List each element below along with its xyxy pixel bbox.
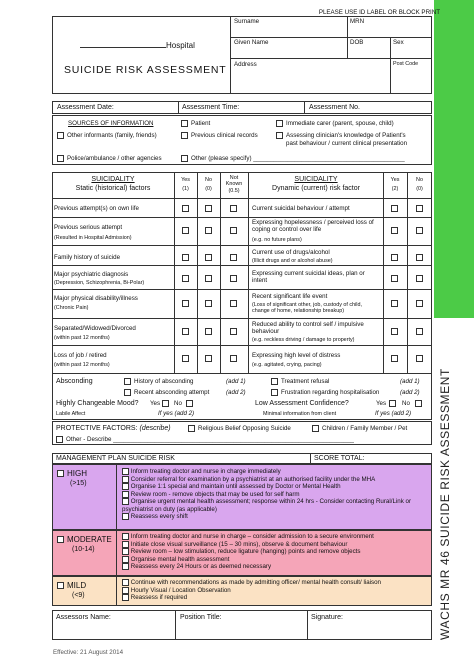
- high-risk-checkbox[interactable]: [57, 470, 64, 477]
- treatment-refusal-label: Treatment refusal: [281, 378, 330, 385]
- position-title-field[interactable]: Position Title:: [180, 614, 222, 621]
- static-6-yes-checkbox[interactable]: [182, 328, 189, 335]
- moderate-action-2: [122, 541, 430, 549]
- static-row-4: Major psychiatric diagnosis: [54, 271, 129, 278]
- protective-title: [56, 425, 171, 433]
- dynamic-row-5-sub: (Loss of significant other, job, custody of child, change of home, relationship breakup): [252, 302, 362, 315]
- static-7-no-checkbox[interactable]: [205, 355, 212, 362]
- high-action-2-checkbox[interactable]: [122, 476, 129, 483]
- confidence-no-checkbox[interactable]: [415, 400, 422, 407]
- high-action-4: [122, 491, 430, 499]
- clinician-knowledge-line2: past behaviour / current clinical presentation: [286, 140, 408, 147]
- moderate-action-3-checkbox[interactable]: [122, 548, 129, 555]
- static-yes-weight: (1): [182, 186, 189, 192]
- dynamic-2-no-checkbox[interactable]: [416, 227, 423, 234]
- static-row-2-sub: (Resulted in Hospital Admission): [54, 235, 132, 241]
- dynamic-row-3: Current use of drugs/alcohol: [252, 249, 330, 256]
- patient-label: Patient: [191, 120, 211, 127]
- not-known-header-2: Known: [225, 181, 243, 187]
- static-1-yes-checkbox[interactable]: [182, 205, 189, 212]
- mild-risk-checkbox[interactable]: [57, 582, 64, 589]
- static-row-5: Major physical disability/illness: [54, 295, 138, 302]
- dob-field-label: DOB: [350, 39, 364, 46]
- moderate-action-1: [122, 533, 430, 541]
- assessment-time-label[interactable]: Assessment Time:: [182, 104, 240, 111]
- dynamic-6-yes-checkbox[interactable]: [391, 328, 398, 335]
- recent-absconding-checkbox[interactable]: [124, 389, 131, 396]
- confidence-yes-checkbox[interactable]: [389, 400, 396, 407]
- other-informants-checkbox[interactable]: [57, 132, 64, 139]
- police-checkbox[interactable]: [57, 155, 64, 162]
- high-action-3-checkbox[interactable]: [122, 483, 129, 490]
- high-action-2-text: Consider referral for examination by a psychiatrist at an authorised facility under the MHA: [130, 475, 376, 483]
- high-action-6: [122, 513, 430, 521]
- dynamic-yes-weight: (2): [391, 186, 399, 192]
- mood-no-checkbox[interactable]: [186, 400, 193, 407]
- dynamic-row-1: Current suicidal behaviour / attempt: [252, 205, 350, 212]
- other-specify-checkbox[interactable]: [181, 155, 188, 162]
- post-code-field-label: Post Code: [393, 61, 419, 67]
- recent-absconding-label: Recent absconding attempt: [134, 389, 210, 396]
- mild-action-2: [122, 587, 430, 595]
- protective-title-text: PROTECTIVE FACTORS:: [56, 425, 138, 432]
- confidence-if-yes: If yes (add 2): [375, 410, 412, 417]
- dynamic-row-2: Expressing hopelessness / perceived loss of coping or control over life: [252, 219, 374, 234]
- moderate-action-5: [122, 563, 430, 571]
- high-action-5: [122, 498, 430, 513]
- mild-risk-label: MILD: [67, 581, 87, 590]
- static-row-4-sub: (Depression, Schizophrenia, Bi-Polar): [54, 280, 145, 286]
- high-action-4-checkbox[interactable]: [122, 491, 129, 498]
- moderate-action-5-checkbox[interactable]: [122, 563, 129, 570]
- mild-action-3-checkbox[interactable]: [122, 594, 129, 601]
- hospital-line: [80, 40, 195, 51]
- patient-checkbox[interactable]: [181, 120, 188, 127]
- moderate-action-4-checkbox[interactable]: [122, 556, 129, 563]
- treatment-refusal-add: (add 1): [400, 378, 420, 385]
- dynamic-7-no-checkbox[interactable]: [416, 355, 423, 362]
- moderate-risk-checkbox[interactable]: [57, 536, 64, 543]
- static-title: SUICIDALITY: [91, 176, 135, 183]
- high-risk-label: HIGH: [67, 469, 87, 478]
- history-absconding-checkbox[interactable]: [124, 378, 131, 385]
- recent-absconding-add: (add 2): [226, 389, 246, 396]
- dynamic-row-7-sub: (e.g. agitated, crying, pacing): [252, 362, 322, 368]
- address-field-label: Address: [234, 61, 257, 68]
- form-code-vertical: WACHS MR 46 SUICIDE RISK ASSESSMENT: [438, 368, 452, 640]
- static-7-yes-checkbox[interactable]: [182, 355, 189, 362]
- static-3-no-checkbox[interactable]: [205, 254, 212, 261]
- carer-label: Immediate carer (parent, spouse, child): [286, 120, 394, 127]
- moderate-actions: [122, 533, 430, 571]
- sources-title: SOURCES OF INFORMATION: [68, 120, 154, 127]
- signature-field[interactable]: Signature:: [311, 614, 343, 621]
- mood-label: Highly Changeable Mood?: [56, 400, 139, 407]
- sex-field-label: Sex: [393, 39, 404, 46]
- mood-no-label: No: [174, 400, 182, 407]
- high-action-6-checkbox[interactable]: [122, 513, 129, 520]
- form-title: SUICIDE RISK ASSESSMENT: [64, 64, 227, 76]
- static-no-header: No: [205, 177, 212, 183]
- static-1-nk-checkbox[interactable]: [230, 205, 237, 212]
- dynamic-2-yes-checkbox[interactable]: [391, 227, 398, 234]
- high-action-1-text: Inform treating doctor and nurse in charge immediately: [130, 468, 281, 476]
- score-total-title: SCORE TOTAL:: [314, 455, 365, 462]
- static-row-3: Family history of suicide: [54, 254, 121, 261]
- mild-action-1: [122, 579, 430, 587]
- dynamic-yes-header: Yes: [390, 177, 400, 183]
- not-known-header-1: Not: [229, 175, 239, 181]
- mild-actions: [122, 579, 430, 602]
- absconding-label: Absconding: [56, 378, 93, 385]
- header-box: [52, 16, 432, 94]
- hospital-label: Hospital: [166, 41, 195, 50]
- moderate-action-4-text: Organise mental health assessment: [130, 555, 230, 563]
- dynamic-7-yes-checkbox[interactable]: [391, 355, 398, 362]
- high-action-1: [122, 468, 430, 476]
- static-1-no-checkbox[interactable]: [205, 205, 212, 212]
- dynamic-4-yes-checkbox[interactable]: [391, 275, 398, 282]
- clinician-knowledge-line1: Assessing clinician's knowledge of Patient's: [286, 132, 406, 139]
- dynamic-row-6: Reduced ability to control self / impulsive behaviour: [252, 321, 364, 336]
- mild-risk-range: (<9): [72, 592, 85, 599]
- surname-field-label: Surname: [234, 18, 260, 25]
- effective-date: Effective: 21 August 2014: [53, 649, 124, 656]
- dynamic-title: SUICIDALITY: [294, 176, 338, 183]
- static-2-no-checkbox[interactable]: [205, 227, 212, 234]
- clinician-knowledge-checkbox[interactable]: [276, 132, 283, 139]
- high-action-1-checkbox[interactable]: [122, 468, 129, 475]
- static-no-weight: (0): [205, 186, 212, 192]
- moderate-action-3-text: Review room – low stimulation, reduce ligature (hanging) points and remove objects: [130, 548, 361, 556]
- static-4-nk-checkbox[interactable]: [230, 275, 237, 282]
- confidence-yes-label: Yes: [376, 400, 387, 407]
- static-row-2: Previous serious attempt: [54, 224, 123, 231]
- high-action-6-text: Reassess every shift: [130, 513, 188, 521]
- static-6-no-checkbox[interactable]: [205, 328, 212, 335]
- dynamic-3-yes-checkbox[interactable]: [391, 254, 398, 261]
- high-action-5-text: Organise urgent mental health assessment; response within 24 hrs - Consider contacting Rural/Link or psychiatrist on duty (as applicable): [122, 498, 412, 513]
- mild-action-1-checkbox[interactable]: [122, 579, 129, 586]
- frustration-checkbox[interactable]: [271, 389, 278, 396]
- dynamic-3-no-checkbox[interactable]: [416, 254, 423, 261]
- dynamic-6-no-checkbox[interactable]: [416, 328, 423, 335]
- dynamic-row-2-sub: (e.g. no future plans): [252, 237, 302, 243]
- moderate-action-4: [122, 556, 430, 564]
- static-row-7-sub: (within past 12 months): [54, 362, 110, 368]
- static-2-nk-checkbox[interactable]: [230, 227, 237, 234]
- carer-checkbox[interactable]: [276, 120, 283, 127]
- static-6-nk-checkbox[interactable]: [230, 328, 237, 335]
- assessment-number-label[interactable]: Assessment No.: [309, 104, 360, 111]
- mood-yes-checkbox[interactable]: [162, 400, 169, 407]
- other-protective-label[interactable]: Other - Describe ______________________________________________________________________: [66, 436, 354, 443]
- high-action-5-checkbox[interactable]: [122, 498, 129, 505]
- frustration-label: Frustration regarding hospitalisation: [281, 389, 380, 396]
- religious-checkbox[interactable]: [188, 425, 195, 432]
- high-risk-range: (>15): [70, 480, 87, 487]
- mild-action-2-checkbox[interactable]: [122, 587, 129, 594]
- mild-action-1-text: Continue with recommendations as made by admitting officer/ mental health consult/ liaison: [130, 579, 382, 587]
- static-row-6: Separated/Widowed/Divorced: [54, 325, 136, 332]
- high-action-3: [122, 483, 430, 491]
- mood-yes-label: Yes: [150, 400, 161, 407]
- static-4-no-checkbox[interactable]: [205, 275, 212, 282]
- moderate-action-2-text: Initiate close visual surveillance (15 – 30 mins), observe & document behaviour: [130, 540, 348, 548]
- mild-action-2-text: Hourly Visual / Location Observation: [130, 586, 231, 594]
- static-row-7: Loss of job / retired: [54, 352, 107, 359]
- mild-action-3: [122, 594, 430, 602]
- moderate-risk-range: (10-14): [72, 546, 95, 553]
- low-confidence-label: Low Assessment Confidence?: [255, 400, 349, 407]
- moderate-action-2-checkbox[interactable]: [122, 541, 129, 548]
- high-action-3-text: Organise 1:1 special and maintain until assessed by Doctor or Mental Health: [130, 483, 341, 491]
- high-action-2: [122, 476, 430, 484]
- dynamic-row-7: Expressing high level of distress: [252, 352, 341, 359]
- assessors-name-field[interactable]: Assessors Name:: [56, 614, 111, 621]
- static-row-6-sub: (within past 12 months): [54, 335, 110, 341]
- high-action-4-text: Review room - remove objects that may be used for self harm: [130, 490, 300, 498]
- moderate-action-3: [122, 548, 430, 556]
- dynamic-row-4: Expressing current suicidal ideas, plan or intent: [252, 270, 365, 285]
- other-informants-label: Other informants (family, friends): [67, 132, 157, 139]
- static-3-nk-checkbox[interactable]: [230, 254, 237, 261]
- confidence-no-label: No: [402, 400, 410, 407]
- minimal-info-label: Minimal information from client: [263, 411, 337, 417]
- moderate-action-1-checkbox[interactable]: [122, 533, 129, 540]
- mild-action-3-text: Reassess if required: [130, 594, 188, 602]
- static-subtitle: Static (historical) factors: [75, 185, 151, 192]
- moderate-action-5-text: Reassess every 24 Hours or as deemed necessary: [130, 563, 272, 571]
- children-label: Children / Family Member / Pet: [322, 425, 408, 432]
- static-5-yes-checkbox[interactable]: [182, 300, 189, 307]
- dynamic-no-header: No: [416, 177, 423, 183]
- id-label-note: PLEASE USE ID LABEL OR BLOCK PRINT: [318, 9, 440, 16]
- given-name-field-label: Given Name: [234, 39, 269, 46]
- dynamic-row-3-sub: (Illicit drugs and or alcohol abuse): [252, 258, 333, 264]
- police-label: Police/ambulance / other agencies: [67, 155, 162, 162]
- dynamic-4-no-checkbox[interactable]: [416, 275, 423, 282]
- previous-records-checkbox[interactable]: [181, 132, 188, 139]
- moderate-action-1-text: Inform treating doctor and nurse in charge – consider admission to a secure environment: [130, 533, 374, 541]
- green-side-strip: [434, 0, 474, 318]
- dynamic-no-weight: (0): [416, 186, 423, 192]
- history-absconding-label: History of absconding: [134, 378, 194, 385]
- previous-records-label: Previous clinical records: [191, 132, 258, 139]
- static-row-1: Previous attempt(s) on own life: [54, 205, 139, 212]
- management-plan-title: MANAGEMENT PLAN SUICIDE RISK: [56, 455, 175, 462]
- static-7-nk-checkbox[interactable]: [230, 355, 237, 362]
- frustration-add: (add 2): [400, 389, 420, 396]
- history-absconding-add: (add 1): [226, 378, 246, 385]
- assessment-date-label[interactable]: Assessment Date:: [57, 104, 114, 111]
- static-5-nk-checkbox[interactable]: [230, 300, 237, 307]
- dynamic-row-6-sub: (e.g. reckless driving / damage to property): [252, 337, 355, 343]
- dynamic-5-no-checkbox[interactable]: [416, 300, 423, 307]
- treatment-refusal-checkbox[interactable]: [271, 378, 278, 385]
- dynamic-1-yes-checkbox[interactable]: [391, 205, 398, 212]
- dynamic-5-yes-checkbox[interactable]: [391, 300, 398, 307]
- moderate-risk-label: MODERATE: [67, 535, 112, 544]
- not-known-weight: (0.5): [228, 188, 240, 194]
- mood-if-yes: If yes (add 2): [158, 410, 195, 417]
- dynamic-1-no-checkbox[interactable]: [416, 205, 423, 212]
- static-yes-header: Yes: [181, 177, 190, 183]
- dynamic-row-5: Recent significant life event: [252, 293, 328, 300]
- static-row-5-sub: (Chronic Pain): [54, 305, 89, 311]
- static-3-yes-checkbox[interactable]: [182, 254, 189, 261]
- protective-describe: (describe): [139, 425, 171, 432]
- high-actions: [122, 468, 430, 521]
- other-specify-label[interactable]: Other (please specify) ____________________________________________: [191, 155, 405, 162]
- static-2-yes-checkbox[interactable]: [182, 227, 189, 234]
- mrn-field-label: MRN: [350, 18, 365, 25]
- other-protective-checkbox[interactable]: [56, 436, 63, 443]
- children-checkbox[interactable]: [312, 425, 319, 432]
- labile-label: Labile Affect: [56, 411, 86, 417]
- static-4-yes-checkbox[interactable]: [182, 275, 189, 282]
- religious-label: Religious Belief Opposing Suicide: [198, 425, 291, 432]
- dynamic-subtitle: Dynamic (current) risk factor: [272, 185, 360, 192]
- static-5-no-checkbox[interactable]: [205, 300, 212, 307]
